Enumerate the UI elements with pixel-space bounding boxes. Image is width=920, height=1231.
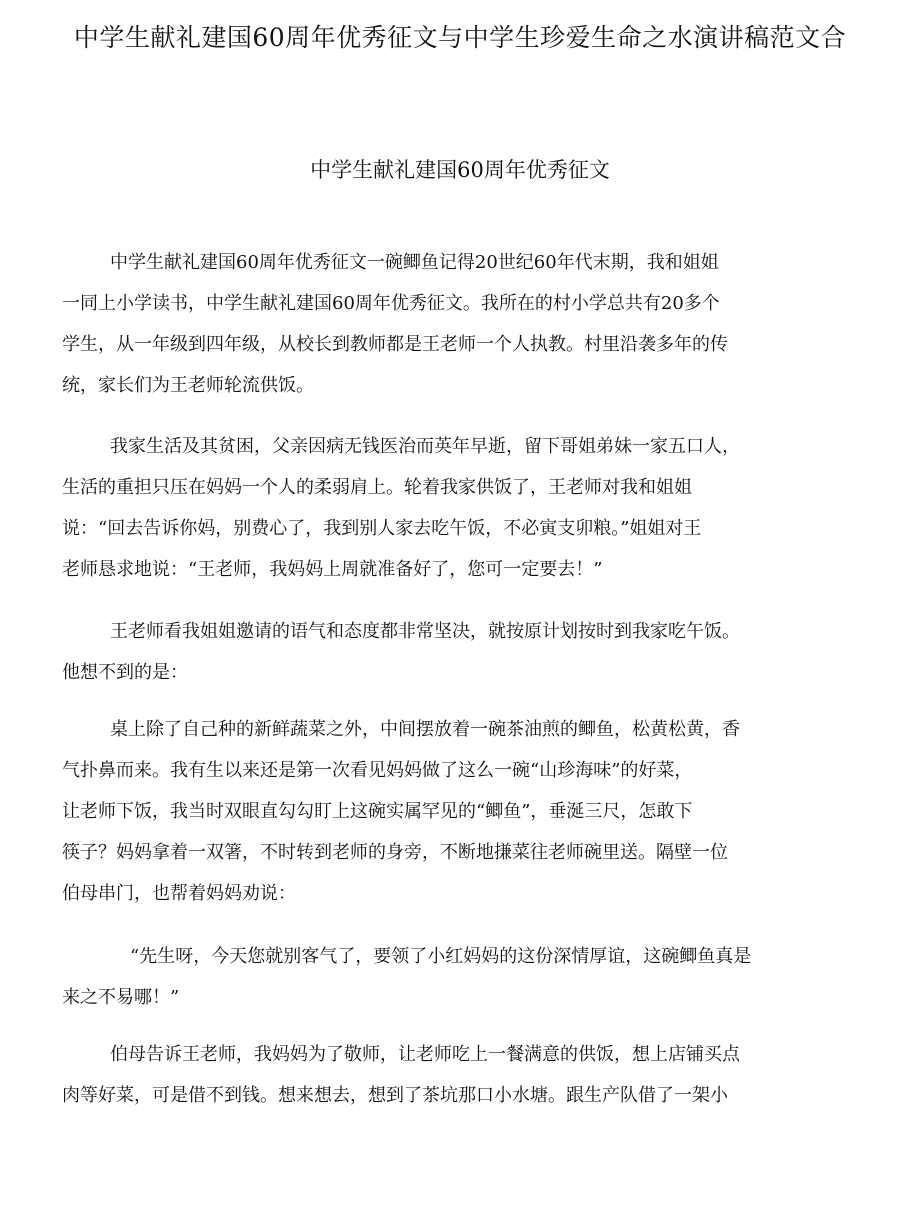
paragraph-line: 来之不易哪！” xyxy=(62,987,180,1008)
paragraph-line: 我家生活及其贫困，父亲因病无钱医治而英年早逝，留下哥姐弟妹一家五口人， xyxy=(110,436,740,457)
paragraph-line: “先生呀，今天您就别客气了，要领了小红妈妈的这份深情厚谊，这碗鲫鱼真是 xyxy=(130,946,752,967)
section-title: 中学生献礼建国60周年优秀征文 xyxy=(310,158,610,182)
paragraph-6 xyxy=(62,1034,842,1116)
paragraph-line: 桌上除了自己种的新鲜蔬菜之外，中间摆放着一碗茶油煎的鲫鱼，松黄松黄，香 xyxy=(110,719,740,740)
paragraph-2 xyxy=(62,426,842,590)
paragraph-line: 老师恳求地说：“王老师，我妈妈上周就准备好了，您可一定要去！” xyxy=(62,559,603,580)
paragraph-line: 肉等好菜，可是借不到钱。想来想去，想到了茶坑那口小水塘。跟生产队借了一架小 xyxy=(62,1085,728,1106)
paragraph-line: 说：“回去告诉你妈，别费心了，我到别人家去吃午饭，不必寅支卯粮。”姐姐对王 xyxy=(62,518,702,539)
paragraph-line: 生活的重担只压在妈妈一个人的柔弱肩上。轮着我家供饭了，王老师对我和姐姐 xyxy=(62,477,692,498)
paragraph-line: 筷子？妈妈拿着一双箸，不时转到老师的身旁，不断地搛菜往老师碗里送。隔壁一位 xyxy=(62,842,728,863)
paragraph-line: 学生，从一年级到四年级，从校长到教师都是王老师一个人执教。村里沿袭多年的传 xyxy=(62,334,728,355)
document-title: 中学生献礼建国60周年优秀征文与中学生珍爱生命之水演讲稿范文合 xyxy=(73,23,847,52)
paragraph-1 xyxy=(62,242,842,406)
paragraph-line: 让老师下饭，我当时双眼直勾勾盯上这碗实属罕见的“鲫鱼”，垂涎三尺，怎敢下 xyxy=(62,801,693,822)
paragraph-line: 一同上小学读书，中学生献礼建国60周年优秀征文。我所在的村小学总共有20多个 xyxy=(62,293,720,314)
paragraph-5-quote xyxy=(62,936,842,1018)
paragraph-line: 伯母串门，也帮着妈妈劝说： xyxy=(62,883,296,904)
paragraph-line: 气扑鼻而来。我有生以来还是第一次看见妈妈做了这么一碗“山珍海味”的好菜， xyxy=(62,760,693,781)
paragraph-line: 他想不到的是： xyxy=(62,662,188,683)
paragraph-line: 伯母告诉王老师，我妈妈为了敬师，让老师吃上一餐满意的供饭，想上店铺买点 xyxy=(110,1044,740,1065)
paragraph-line: 中学生献礼建国60周年优秀征文一碗鲫鱼记得20世纪60年代末期，我和姐姐 xyxy=(110,252,719,273)
paragraph-4 xyxy=(62,709,842,914)
paragraph-line: 统，家长们为王老师轮流供饭。 xyxy=(62,375,314,396)
paragraph-line: 王老师看我姐姐邀请的语气和态度都非常坚决，就按原计划按时到我家吃午饭。 xyxy=(110,621,740,642)
paragraph-3 xyxy=(62,611,842,693)
